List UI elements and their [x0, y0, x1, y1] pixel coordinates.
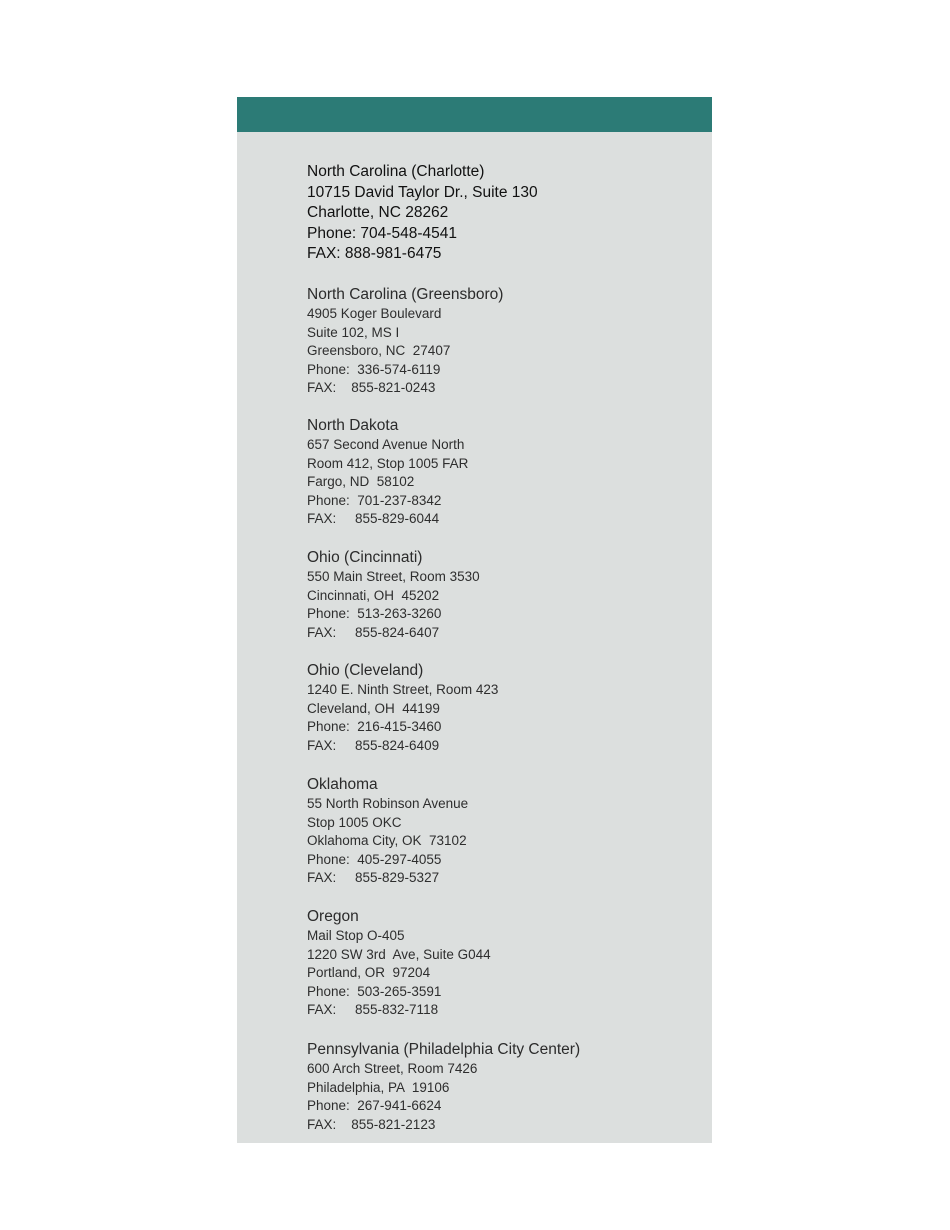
office-city-line: Cincinnati, OH 45202	[307, 587, 440, 603]
office-room-line: Room 412, Stop 1005 FAR	[307, 455, 469, 471]
office-city-line: Cleveland, OH 44199	[307, 700, 440, 716]
office-address-line: 550 Main Street, Room 3530	[307, 569, 480, 584]
office-heading: Ohio (Cincinnati)	[307, 549, 423, 566]
office-directory-panel	[237, 97, 712, 1143]
office-city-line: Charlotte, NC 28262	[307, 204, 449, 221]
office-address-line: 1240 E. Ninth Street, Room 423	[307, 682, 499, 697]
office-fax: FAX: 855-821-0243	[307, 380, 436, 395]
office-suite-line: Suite 102, MS I	[307, 324, 400, 340]
office-address-line: 1220 SW 3rd Ave, Suite G044	[307, 946, 491, 962]
office-stop-line: Stop 1005 OKC	[307, 814, 402, 830]
office-address-line: 657 Second Avenue North	[307, 437, 465, 452]
office-phone: Phone: 267-941-6624	[307, 1098, 442, 1113]
office-fax: FAX: 855-829-6044	[307, 511, 440, 526]
office-address-line: 55 North Robinson Avenue	[307, 796, 469, 811]
office-fax: FAX: 855-832-7118	[307, 1002, 439, 1017]
office-city-line: Greensboro, NC 27407	[307, 343, 451, 358]
office-address-line: 600 Arch Street, Room 7426	[307, 1061, 478, 1076]
office-heading: North Carolina (Greensboro)	[307, 286, 504, 303]
office-heading: Pennsylvania (Philadelphia City Center)	[307, 1041, 581, 1058]
office-mailstop-line: Mail Stop O-405	[307, 928, 405, 943]
office-block-pennsylvania-philadelphia	[307, 1040, 580, 1134]
office-block-oregon	[307, 907, 491, 1020]
office-phone: Phone: 704-548-4541	[307, 224, 457, 242]
office-city-line: Oklahoma City, OK 73102	[307, 833, 467, 848]
office-heading: Oregon	[307, 908, 359, 925]
office-address-line: 10715 David Taylor Dr., Suite 130	[307, 183, 538, 201]
office-heading: North Dakota	[307, 417, 399, 434]
office-fax: FAX: 855-824-6407	[307, 624, 440, 640]
office-phone: Phone: 336-574-6119	[307, 361, 441, 377]
office-fax: FAX: 855-821-2123	[307, 1116, 436, 1132]
office-phone: Phone: 216-415-3460	[307, 719, 442, 734]
office-phone: Phone: 701-237-8342	[307, 492, 442, 508]
office-heading: North Carolina (Charlotte)	[307, 163, 485, 180]
office-block-north-dakota	[307, 416, 468, 529]
office-phone: Phone: 405-297-4055	[307, 851, 442, 867]
office-fax: FAX: 888-981-6475	[307, 245, 442, 262]
office-phone: Phone: 503-265-3591	[307, 983, 442, 999]
office-heading: Ohio (Cleveland)	[307, 662, 424, 679]
office-block-ohio-cleveland	[307, 661, 498, 755]
office-block-ohio-cincinnati	[307, 548, 480, 642]
office-phone: Phone: 513-263-3260	[307, 606, 442, 621]
office-block-nc-charlotte	[307, 162, 538, 265]
header-band	[237, 97, 712, 132]
office-block-nc-greensboro	[307, 285, 503, 398]
office-fax: FAX: 855-824-6409	[307, 737, 440, 753]
office-city-line: Philadelphia, PA 19106	[307, 1079, 450, 1095]
office-heading: Oklahoma	[307, 776, 378, 793]
office-block-oklahoma	[307, 775, 468, 888]
office-city-line: Portland, OR 97204	[307, 965, 431, 980]
office-address-line: 4905 Koger Boulevard	[307, 306, 442, 321]
office-fax: FAX: 855-829-5327	[307, 870, 440, 885]
office-city-line: Fargo, ND 58102	[307, 474, 415, 489]
